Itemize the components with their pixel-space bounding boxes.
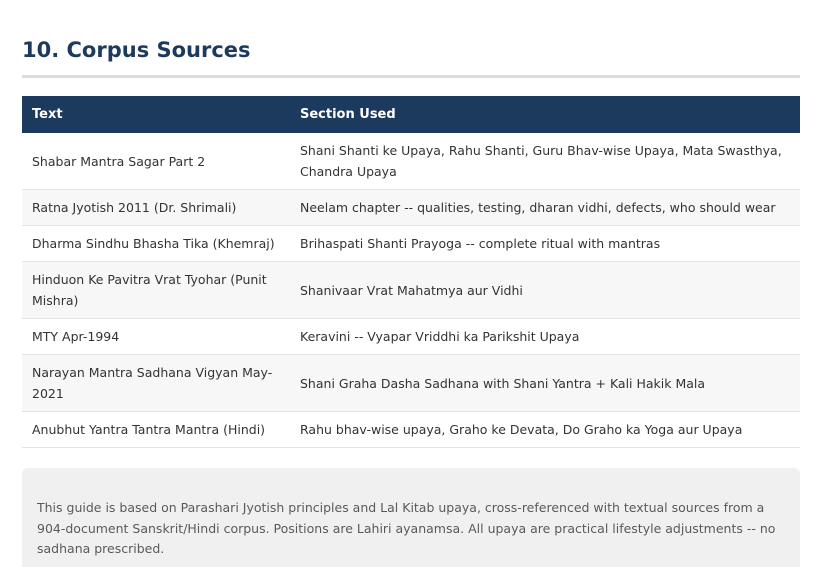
source-text-cell: Dharma Sindhu Bhasha Tika (Khemraj) [22, 226, 290, 262]
section-used-cell: Rahu bhav-wise upaya, Graho ke Devata, Do Graho ka Yoga aur Upaya [290, 412, 800, 448]
table-row [22, 319, 800, 355]
table-row [22, 262, 800, 319]
section-title: 10. Corpus Sources [22, 38, 251, 62]
section-used-cell: Neelam chapter -- qualities, testing, dharan vidhi, defects, who should wear [290, 190, 800, 226]
source-text-cell: Shabar Mantra Sagar Part 2 [22, 133, 290, 190]
table-row [22, 190, 800, 226]
table-row [22, 133, 800, 190]
section-used-cell: Shani Graha Dasha Sadhana with Shani Yantra + Kali Hakik Mala [290, 355, 800, 412]
title-divider [22, 75, 800, 78]
footer-note-box [22, 468, 800, 567]
source-text-cell: Ratna Jyotish 2011 (Dr. Shrimali) [22, 190, 290, 226]
column-header-text: Text [22, 96, 290, 133]
table-row [22, 226, 800, 262]
source-text-cell: Anubhut Yantra Tantra Mantra (Hindi) [22, 412, 290, 448]
section-used-cell: Brihaspati Shanti Prayoga -- complete ritual with mantras [290, 226, 800, 262]
column-header-section-used: Section Used [290, 96, 800, 133]
table-row [22, 412, 800, 448]
section-used-cell: Shani Shanti ke Upaya, Rahu Shanti, Guru Bhav-wise Upaya, Mata Swasthya, Chandra Upaya [290, 133, 800, 190]
table-row [22, 355, 800, 412]
section-used-cell: Keravini -- Vyapar Vriddhi ka Parikshit Upaya [290, 319, 800, 355]
section-used-cell: Shanivaar Vrat Mahatmya aur Vidhi [290, 262, 800, 319]
corpus-sources-table [22, 96, 800, 448]
source-text-cell: Hinduon Ke Pavitra Vrat Tyohar (Punit Mishra) [22, 262, 290, 319]
footer-note-text: This guide is based on Parashari Jyotish principles and Lal Kitab upaya, cross-referenced with textual sources from a 904-document Sanskrit/Hindi corpus. Positions are Lahiri ayanamsa. All upaya are practical lifestyle adjustments -- no sadhana prescribed. [37, 500, 776, 556]
source-text-cell: MTY Apr-1994 [22, 319, 290, 355]
table-header-row [22, 96, 800, 133]
source-text-cell: Narayan Mantra Sadhana Vigyan May-2021 [22, 355, 290, 412]
